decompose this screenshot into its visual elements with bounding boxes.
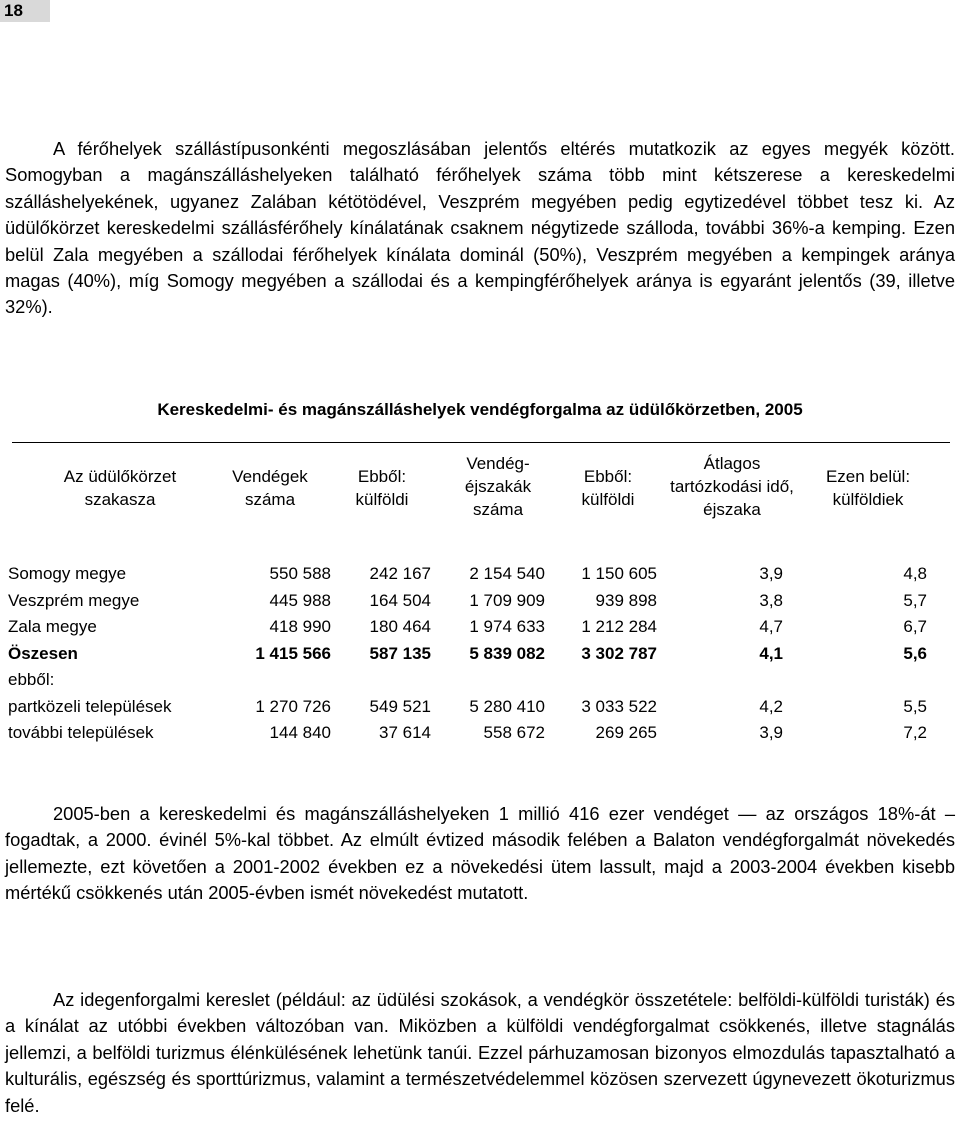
table-row [8, 694, 927, 721]
table-cell [783, 667, 927, 694]
header-guests-foreign: Ebből: külföldi [355, 467, 409, 509]
table-cell: 558 672 [483, 723, 545, 742]
table-cell: 144 840 [269, 723, 331, 742]
table-cell: 269 265 [595, 723, 657, 742]
header-district-section: Az üdülőkörzet szakasza [63, 467, 177, 509]
table-cell: 939 898 [595, 590, 657, 610]
table-cell: 587 135 [369, 643, 431, 663]
table-cell: 1 270 726 [255, 696, 331, 716]
row-label: Somogy megye [8, 564, 127, 583]
header-nights-foreign: Ebből: külföldi [581, 467, 635, 509]
table-cell [225, 667, 331, 694]
table-cell [657, 667, 783, 694]
table-cell: 3,9 [759, 723, 783, 742]
table-row [8, 641, 927, 668]
row-label: Zala megye [8, 617, 97, 636]
paragraph-text: Az idegenforgalmi kereslet (például: az üdülési szokások, a vendégkör összetétele: belföldi-külföldi turisták) és a kínálat az utóbbi években változóban van. Miközben a külföldi vendégforgalmat csökkenés, illetve stagnálás jellemzi, a belföldi turizmus élénkülésének lehetünk tanúi. Ezzel párhuzamosan bizonyos elmozdulás tapasztalható a kulturális, egészség és sporttúrizmus, valamint a természetvédelemmel közösen szervezett úgynevezett ökoturizmus felé. [5, 989, 955, 1116]
table-cell: 4,1 [759, 643, 783, 663]
table-cell: 5,6 [903, 643, 927, 663]
page-number: 18 [0, 0, 50, 22]
table-cell: 4,8 [903, 564, 927, 583]
paragraph-text: 2005-ben a kereskedelmi és magánszálláshelyeken 1 millió 416 ezer vendéget — az országos 18%-át – fogadtak, a 2000. évinél 5%-kal többet. Az elmúlt évtized második felében a Balaton vendégforgalmát növekedés jellemezte, ezt követően a 2001-2002 években ez a növekedési ütem lassult, majd a 2003-2004 években kisebb mértékű csökkenés után 2005-évben ismét növekedést mutatott. [5, 803, 955, 904]
row-label: partközeli települések [8, 696, 172, 716]
table-cell: 4,2 [759, 696, 783, 716]
paragraph-text: A férőhelyek szállástípusonkénti megoszlásában jelentős eltérés mutatkozik az egyes megyék között. Somogyban a magánszálláshelyeken található férőhelyek száma több mint kétszerese a kereskedelmi szálláshelyekének, ugyanez Zalában kétötödével, Veszprém megyében pedig egytizedével többet tesz ki. Az üdülőkörzet kereskedelmi szállásférőhely kínálatának csaknem négytizede szálloda, további 36%-a kemping. Ezen belül Zala megyében a szállodai férőhelyek kínálata dominál (50%), Veszprém megyében a kempingek aránya magas (40%), míg Somogy megyében a szállodai és a kempingférőhelyek aránya is egyaránt jelentős (39, illetve 32%). [5, 138, 955, 318]
table-cell: 3 033 522 [581, 696, 657, 716]
table-cell [331, 667, 431, 694]
table-cell: 5,7 [903, 590, 927, 610]
table-cell: 6,7 [903, 617, 927, 636]
table-cell: 2 154 540 [469, 564, 545, 583]
guest-traffic-table [8, 561, 927, 747]
table-cell: 1 974 633 [469, 617, 545, 636]
paragraph-guest-traffic [5, 801, 955, 907]
table-cell: 242 167 [369, 564, 431, 583]
table-header-rule [12, 442, 950, 443]
table-cell: 7,2 [903, 723, 927, 742]
header-guests: Vendégek száma [232, 467, 308, 509]
paragraph-accommodation-distribution [5, 136, 955, 321]
table-cell: 550 588 [269, 564, 331, 583]
table-cell: 37 614 [379, 723, 431, 742]
row-label: Öszesen [8, 643, 78, 663]
table-cell: 5,5 [903, 696, 927, 716]
table-row [8, 667, 927, 694]
table-cell: 445 988 [269, 590, 331, 610]
table-row [8, 720, 927, 747]
table-cell: 3,8 [759, 590, 783, 610]
table-cell: 1 415 566 [255, 643, 331, 663]
table-cell: 180 464 [369, 617, 431, 636]
table-cell: 5 839 082 [469, 643, 545, 663]
header-guest-nights: Vendég-éjszakák száma [464, 454, 532, 519]
header-average-stay: Átlagos tartózkodási idő, éjszaka [670, 454, 794, 519]
table-cell [545, 667, 657, 694]
table-title: Kereskedelmi- és magánszálláshelyek vendégforgalma az üdülőkörzetben, 2005 [157, 400, 803, 419]
table-row [8, 588, 927, 615]
table-cell: 3 302 787 [581, 643, 657, 663]
row-label: Veszprém megye [8, 590, 140, 610]
table-cell: 418 990 [269, 617, 331, 636]
header-average-stay-foreign: Ezen belül: külföldiek [825, 467, 911, 509]
table-cell [431, 667, 545, 694]
table-cell: 1 709 909 [469, 590, 545, 610]
table-cell: 1 212 284 [581, 617, 657, 636]
table-cell: 549 521 [369, 696, 431, 716]
row-label: ebből: [8, 670, 55, 689]
table-cell: 5 280 410 [469, 696, 545, 716]
row-label: további települések [8, 723, 154, 742]
table-cell: 1 150 605 [581, 564, 657, 583]
table-cell: 3,9 [759, 564, 783, 583]
table-row [8, 561, 927, 588]
table-cell: 164 504 [369, 590, 431, 610]
paragraph-tourism-demand [5, 987, 955, 1119]
table-cell: 4,7 [759, 617, 783, 636]
table-row [8, 614, 927, 641]
